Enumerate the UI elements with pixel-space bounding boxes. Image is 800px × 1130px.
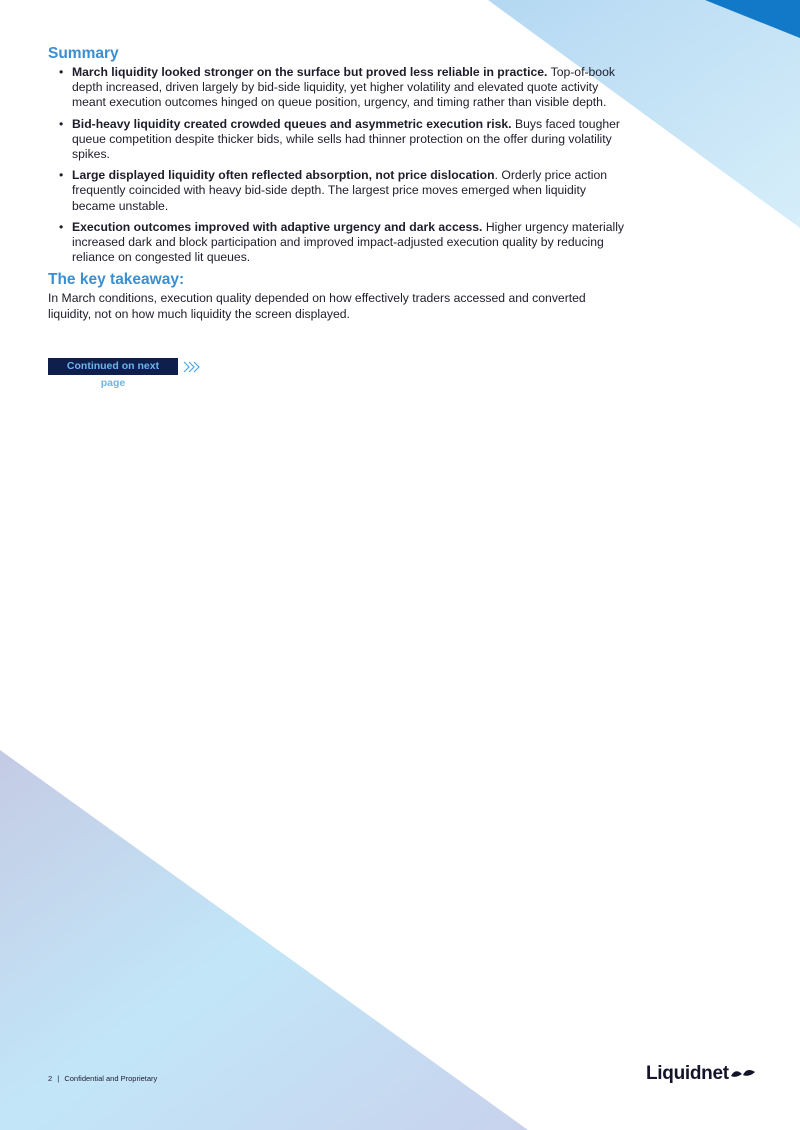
- summary-item-bold: March liquidity looked stronger on the surface but proved less reliable in practice.: [72, 65, 548, 79]
- summary-item-bold: Execution outcomes improved with adaptive urgency and dark access.: [72, 219, 483, 234]
- page-content: [48, 45, 628, 322]
- summary-item-bold: Bid-heavy liquidity created crowded queues and asymmetric execution risk.: [72, 116, 512, 131]
- continue-button[interactable]: Continued on next page: [48, 358, 178, 375]
- page-footer: [48, 1074, 157, 1083]
- summary-item-text: . Orderly price action frequently coincided with heavy bid-side depth. The largest price moves emerged when liquidity became unstable.: [72, 168, 607, 213]
- summary-item-text: Top-of-book depth increased, driven largely by bid-side liquidity, yet higher volatility and elevated quote activity meant execution outcomes hinged on queue position, urgency, and timing rather than visible depth.: [72, 65, 615, 110]
- bottom-left-shape: [0, 750, 528, 1130]
- summary-item: [48, 220, 628, 266]
- liquidnet-wave-icon: [730, 1067, 756, 1081]
- page-number: 2: [48, 1074, 53, 1083]
- summary-item-text: Higher urgency materially increased dark and block participation and improved impact-adjusted execution quality by reducing reliance on congested lit queues.: [72, 219, 625, 265]
- summary-item-bold: Large displayed liquidity often reflected absorption, not price dislocation: [72, 168, 495, 183]
- summary-item: [48, 65, 628, 111]
- takeaway-text: In March conditions, execution quality depended on how effectively traders accessed and converted liquidity, not on how much liquidity the screen displayed.: [48, 291, 586, 321]
- takeaway-heading: The key takeaway:: [48, 271, 185, 289]
- footer-label: Confidential and Proprietary: [64, 1074, 158, 1083]
- summary-item: [48, 168, 628, 214]
- summary-item-text: Buys faced tougher queue competition despite thicker bids, while sells had thinner protection on the offer during volatility spikes.: [72, 116, 620, 162]
- continue-link[interactable]: [48, 358, 202, 389]
- triple-chevron-right-icon[interactable]: [182, 359, 202, 375]
- summary-heading: Summary: [48, 45, 119, 62]
- summary-list: [48, 65, 628, 265]
- logo-text: Liquidnet: [646, 1063, 729, 1084]
- footer-separator: |: [57, 1074, 60, 1083]
- summary-item: [48, 117, 628, 163]
- liquidnet-logo: [646, 1063, 756, 1085]
